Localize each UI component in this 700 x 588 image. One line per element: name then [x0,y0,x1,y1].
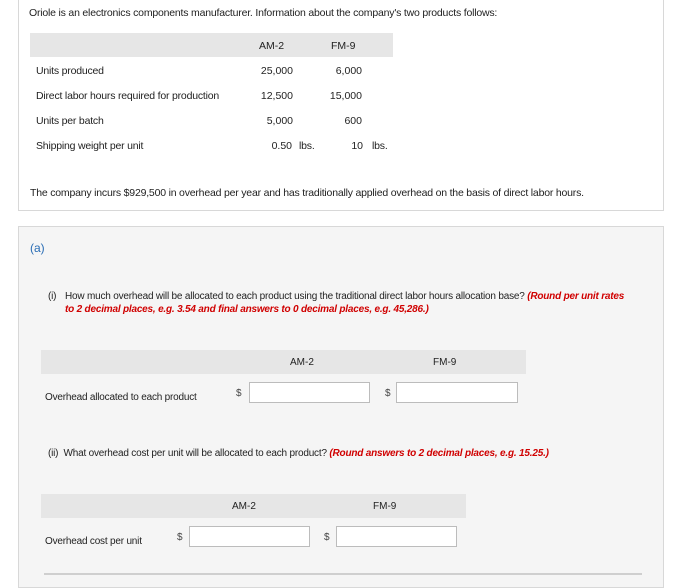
info-cell-am2: 5,000 [266,115,293,127]
q2-am2-currency: $ [177,532,183,543]
info-col-am2: AM-2 [259,40,285,52]
q2-instruction: (Round answers to 2 decimal places, e.g. 15.25.) [329,448,549,459]
info-cell-fm9: 6,000 [335,65,362,77]
info-row-label: Direct labor hours required for production [36,90,220,102]
info-cell-fm9: 600 [344,115,362,127]
q1-instruction: (Round per unit rates to 2 decimal places, e.g. 3.54 and final answers to 0 decimal places, e.g. 45,286.) [65,291,625,315]
q1-fm9-currency: $ [385,388,391,399]
q2-am2-input[interactable] [189,526,310,547]
q1-am2-input[interactable] [249,382,370,403]
info-cell-am2: 12,500 [260,90,293,102]
q2-number: (ii) [48,448,59,459]
info-cell-fm9-unit: lbs. [372,140,388,152]
info-cell-fm9: 15,000 [329,90,362,102]
q1-am2-currency: $ [236,388,242,399]
q2-col-fm9: FM-9 [373,501,397,512]
intro-text: Oriole is an electronics components manufacturer. Information about the company's two products follows: [29,7,498,19]
q1-fm9-input[interactable] [396,382,518,403]
problem-info-card [18,0,664,211]
overhead-summary: The company incurs $929,500 in overhead per year and has traditionally applied overhead on the basis of direct labor hours. [30,187,584,199]
info-cell-am2-unit: lbs. [299,140,315,152]
q2-col-am2: AM-2 [232,501,256,512]
q1-text: How much overhead will be allocated to each product using the traditional direct labor hours allocation base? [65,291,525,302]
q1-text-block [65,290,630,316]
q1-number: (i) [48,291,57,302]
info-col-fm9: FM-9 [331,40,356,52]
info-cell-fm9: 10 [351,140,363,152]
q2-text: What overhead cost per unit will be allocated to each product? [63,448,327,459]
q1-row-label: Overhead allocated to each product [45,392,197,403]
info-row-label: Shipping weight per unit [36,140,144,152]
info-cell-am2: 25,000 [260,65,293,77]
section-divider [44,573,642,575]
info-row-label: Units per batch [36,115,104,127]
q2-text-block [48,447,628,460]
q1-col-fm9: FM-9 [433,357,457,368]
part-a-label: (a) [30,241,45,255]
info-cell-am2: 0.50 [271,140,292,152]
q2-fm9-input[interactable] [336,526,457,547]
q2-row-label: Overhead cost per unit [45,536,142,547]
q1-col-am2: AM-2 [290,357,314,368]
info-row-label: Units produced [36,65,104,77]
q2-fm9-currency: $ [324,532,330,543]
